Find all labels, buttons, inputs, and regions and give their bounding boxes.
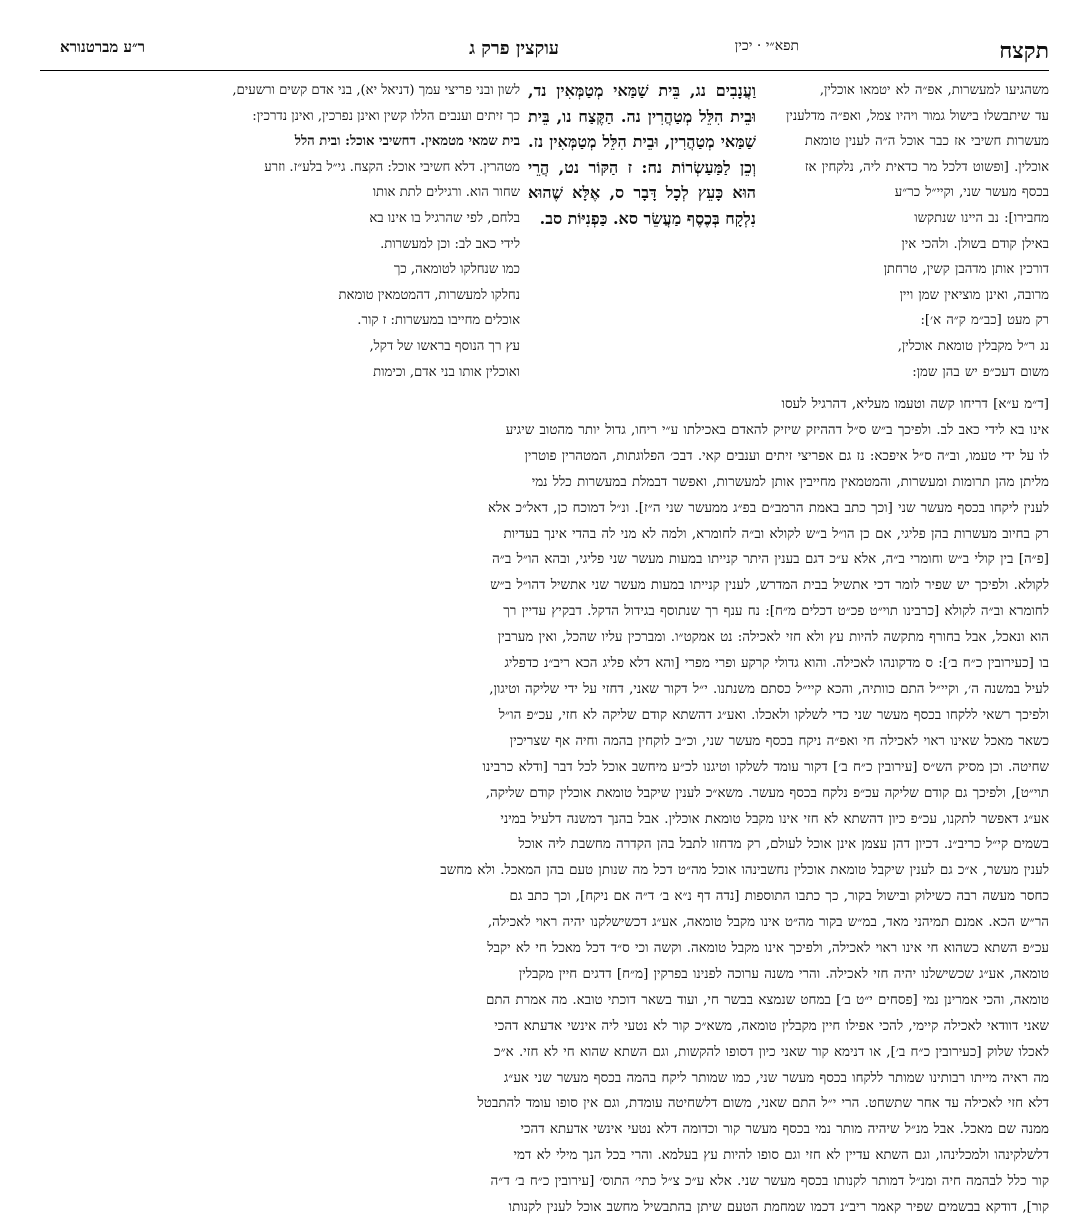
- tiferet-yisrael-column: [764, 78, 1049, 388]
- text-line: לענין מעשר, א״כ גם לענין שיקבל טומאת אוכלין נחשבינהו אוכל מה״ט דכל מה שנותן טעם בהן המאכל. ולא מחשב: [440, 863, 1049, 879]
- text-line: לקולא. ולפיכך יש שפיר לומר דכי אתשיל בבית המדרש, לענין קנייתו במעות מעשר שני אתשיל דהו״ל ב״ש: [490, 578, 1049, 594]
- text-line: כך זיתים וענבים הללו קשין ואינן נפרכין, ואינן נדרכין:: [252, 108, 520, 124]
- text-line: אוכלין. [ופשוט דלכל מר כדאית ליה, נלקחין אז: [804, 159, 1049, 175]
- text-line: טומאה, והכי אמרינן נמי [פסחים י״ט ב׳] במחט שנמצא בבשר חי, ועוד בשאר דוכתי טובא. מה אמרת התם: [486, 992, 1049, 1008]
- text-line: דורכין אותן מדהבן קשין, טרחתן: [883, 262, 1049, 278]
- text-line: עד שיתבשלו בישול גמור ויהיו צמל, ואפ״ה מדלענין: [786, 108, 1049, 124]
- tractate-title: עוקצין פרק ג: [469, 38, 559, 59]
- text-line: קור כלל לבהמה חיה ומנ״ל דמותר לקנותו בכסף מעשר שני. אלא ע״כ צ״ל כתי׳ התוס׳ [עירובין כ״ח ב׳ ד״ה: [490, 1174, 1049, 1190]
- text-line: אינו בא לידי כאב לב. ולפיכך ב״ש ס״ל דההיזק שיזיק להאדם באכילתו ע״י ריחו, גדול יותר מהטוב שיגיע: [505, 422, 1049, 438]
- text-line: תוי״ט], ולפיכך גם קודם שליקה עכ״פ נלקח בכסף מעשר. משא״כ לענין שיקבל טומאת אוכלין קודם שליקה,: [485, 785, 1049, 801]
- text-line: נג ר״ל מקבלין טומאת אוכלין,: [897, 338, 1049, 354]
- text-line: שחיטה. וכן מסיק הש״ס [עירובין כ״ח ב׳] דקור עומד לשלקו וטיגנו לכ״ע מיחשב אוכל לכל דבר [ודלא כרבינו: [482, 759, 1049, 775]
- text-line: דלשלקינהו ולמכלינהו, וגם השתא עדיין לא חזי וגם סופו להיות עץ בעלמא. והרי בכל הנך מילי לא דמי: [513, 1148, 1049, 1164]
- mishna-text: וַעֲנָבִים נג, בֵּית שַׁמַּאי מְטַמְּאִין נד, וּבֵית הִלֵּל מְטַהֲרִין נה. הַקֶּצַח נו, בֵּית שַׁמַּאי מְטַהֲרִין, וּבֵית הִלֵּל מְטַמְּאִין נז. וְכֵן לַמַּעַשְׂרוֹת נח: ז הַקּוֹר נט, הֲרֵי הוּא כָּעֵץ לְכָל דָּבָר ס, אֶלָּא שֶׁהוּא נִלְקָח בְּכֶסֶף מַעֲשֵׂר סא. כַּפְנִיּוֹת סב.: [528, 81, 756, 228]
- text-line: כשאר מאכל שאינו ראוי לאכילה חי ואפ״ה ניקח בכסף מעשר שני, וכ״ב לוקחין בהמה וחיה אף שצריכין: [509, 733, 1049, 749]
- text-line: ממנה שם מאכל. אבל מנ״ל שיהיה מותר נמי בכסף מעשר קור וכדומה דלא נטעי אינשי אדעתא דהכי: [520, 1122, 1049, 1138]
- text-line: באילן קודם בשולן. ולהכי אין: [901, 236, 1049, 252]
- text-line: מליתן מהן תרומות ומעשרות, והמטמאין מחייבין אותן למעשרות, ואפשר דבמלת במעשרות כלל נמי: [531, 474, 1049, 490]
- text-line: בשמים קי״ל כריב״נ. דכיון דהן עצמן אינן אוכל לעולם, רק מדחזו לתבל בהן הקדרה מחשבת ליה אוכל: [518, 837, 1049, 853]
- text-line: הוא ונאכל, אבל בחורף מתקשה להיות עץ ולא חזי לאכילה: נט אמקט״ו. ומברכין עליו שהכל, ואין מערבין: [497, 630, 1049, 646]
- text-line: שאני דוודאי לאכילה קיימי, להכי אפילו חיין מקבלין טומאה, משא״כ קור לא נטעי ליה אינשי אדעתא דהכי: [494, 1018, 1049, 1034]
- text-line: לעיל במשנה ה׳, וקיי״ל התם כוותיה, והכא קיי״ל כסתם משנתנו. י״ל דקור שאני, דחזי על ידי שליקה וטיגון,: [489, 681, 1049, 697]
- commentary-title-left: ר״ע מברטנורא: [60, 38, 146, 56]
- text-line: לו על ידי טעמו, וב״ה ס״ל איפכא: נז גם אפריצי זיתים וענבים קאי. דבכ׳ הפלוגתות, המטהרין פוטרין: [524, 448, 1049, 464]
- page-number: תקצח: [999, 38, 1049, 64]
- text-line: טומאה, אע״ג שכשישלנו יהיה חזי לאכילה. והרי משנה ערוכה לפנינו בפרקין [מ״ח] דדגים חיין מקבלין: [518, 966, 1049, 982]
- text-line: בלחם, לפי שהרגיל בו אינו בא: [369, 210, 520, 226]
- text-line: קור], דודקא בבשמים שפיר קאמר ריב״נ דכמו שמחמת הטעם שיתן בהתבשיל מחשב אוכל לענין לקנותו: [508, 1200, 1049, 1216]
- text-line: אוכלים מחייבו במעשרות: ז קור.: [357, 313, 520, 329]
- bartenura-column: [40, 78, 520, 388]
- text-line: משהגיעו למעשרות, אפ״ה לא יטמאו אוכלין,: [819, 83, 1049, 98]
- text-line: מרובה, ואינן מוציאין שמן ויין: [899, 287, 1049, 303]
- text-line: מחבירו]: נב היינו שנתקשו: [914, 210, 1049, 226]
- commentary-tag-right: תפא״י · יכין: [734, 38, 799, 54]
- text-line: שחור הוא. ורגילים לתת אותו: [372, 185, 520, 201]
- page-header: [40, 38, 1049, 66]
- text-line: רק מעט [כב״מ ק״ה א׳]:: [920, 313, 1049, 329]
- text-line: לשון ובני פריצי עמך (דניאל יא), בני אדם קשים ורשעים,: [232, 83, 520, 98]
- text-line: לחומרא וב״ה לקולא [כרבינו תוי״ט פכ״ט דכלים מ״ח]: נח ענף רך שנתוסף בגידול הדקל. דבקיץ עדיין רך: [503, 604, 1049, 620]
- mishna-column: [528, 78, 756, 388]
- text-line: עץ רך הנוסף בראשו של דקל,: [369, 338, 520, 354]
- text-line: דלא חזי לאכילה עד אחר שתשחט. הרי י״ל התם שאני, משום דלשחיטה עומדת, וגם אין סופו עומד להתבטל: [477, 1096, 1049, 1112]
- text-line: רק בחיוב מעשרות בהן פליגי, אם כן הו״ל ב״ש לקולא וב״ה לחומרא, ולמה לא מני לה בהדי אינך בעדיות: [503, 526, 1049, 542]
- text-line: מטהרין. דלא חשיבי אוכל: הקצח. גי״ל בלע״ז. וזרע: [264, 159, 520, 175]
- text-line: הר״ש הכא. אמנם תמיהני מאד, במ״ש בקור מה״ט אינו מקבל טומאה, אע״ג דכשישלקנו יהיה ראוי לאכילה,: [487, 915, 1049, 931]
- text-line: מה ראיה מייתו רבותינו שמותר ללקחו בכסף מעשר שני, כמו שמותר ליקח בהמה בכסף מעשר שני אע״ג: [503, 1070, 1049, 1086]
- text-line: לידי כאב לב: וכן למעשרות.: [380, 236, 520, 252]
- text-line: עכ״פ השתא כשהוא חי אינו ראוי לאכילה, ולפיכך אינו מקבל טומאה. וקשה וכי ס״ד דכל מאכל חי לא יקבל: [487, 941, 1049, 957]
- text-line: נחלקו למעשרות, דהמטמאין טומאת: [338, 287, 520, 303]
- text-line: אע״ג דאפשר לתקנו, עכ״פ כיון דהשתא לא חזי אינו מקבל טומאת אוכלין. אבל בהנך דמשנה דלעיל במיני: [500, 811, 1049, 827]
- text-line: כחסר מעשה רבה כשילוק ובישול בקור, כך כתבו התוספות [נדה דף נ״א ב׳ ד״ה אם ניקח], וכך כתב גם: [509, 889, 1049, 905]
- text-line: משום דעכ״פ יש בהן שמן:: [912, 364, 1049, 380]
- text-line: ואוכלין אותו בני אדם, וכימות: [373, 364, 520, 380]
- text-line: בכסף מעשר שני, וקיי״ל כר״ע: [894, 185, 1049, 201]
- header-divider: [40, 70, 1049, 71]
- text-columns: [40, 78, 1049, 388]
- full-width-commentary: [40, 392, 1049, 1221]
- text-line: מעשרות חשיבי אז כבר אוכל ה״ה לענין טומאת: [804, 134, 1049, 150]
- text-line: בו [כעירובין כ״ח ב׳]: ס מדקונהו לאכילה. והוא גדולי קרקע ופרי מפרי [והא דלא פליג הכא ריב״נ כדפליג: [504, 656, 1049, 672]
- text-line: [פ״ה] בין קולי ב״ש וחומרי ב״ה, אלא ע״כ דגם בענין היתר קנייתו במעות מעשר שני פליגי, ובהא הו״ל ב״ה: [492, 552, 1049, 568]
- text-line: [ד״מ ע״א] דריחו קשה וטעמו מעליא, דהרגיל לעסו: [781, 397, 1049, 412]
- text-line: לאכלו שלוק [כעירובין כ״ח ב׳], או דנימא קור שאני כיון דסופו להקשות, וגם השתא שהוא חי לא חזי. א״כ: [494, 1044, 1049, 1060]
- text-line: ולפיכך רשאי ללקחו בכסף מעשר שני כדי לשלקו ולאכלו. ואע״ג דהשתא קודם שליקה לא חזי, עכ״פ הו״ל: [498, 707, 1049, 723]
- text-line: בית שמאי מטמאין. דחשיבי אוכל: ובית הלל: [294, 134, 520, 150]
- text-line: לענין ליקחו בכסף מעשר שני [וכך כתב באמת הרמב״ם בפ״ג ממעשר שני ה״ז]. ונ״ל דמוכח כן, דאל״כ אלא: [487, 500, 1049, 516]
- text-line: כמו שנחלקו לטומאה, כך: [393, 262, 520, 278]
